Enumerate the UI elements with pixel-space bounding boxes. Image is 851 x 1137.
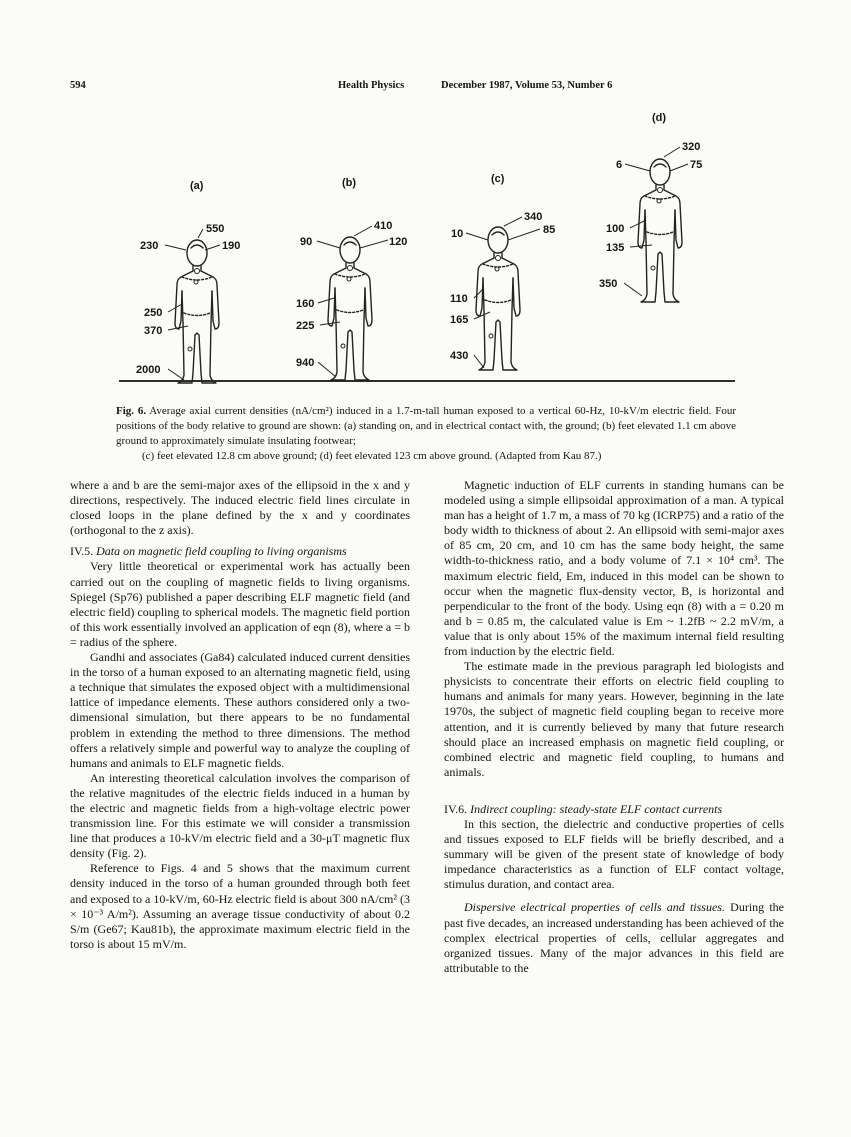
- panel-d-head-value: 320: [682, 141, 701, 153]
- section-number: IV.6.: [444, 801, 468, 816]
- panel-c-neck-right-value: 85: [543, 224, 556, 236]
- panel-d-ankle-value: 350: [599, 278, 618, 290]
- panel-b-neck-left-value: 90: [300, 236, 313, 248]
- panel-a-chest-value: 250: [144, 307, 163, 319]
- subsection-title: Dispersive electrical properties of cells and tissues.: [464, 900, 725, 915]
- panel-d: [599, 112, 702, 302]
- paragraph-text: During the past five decades, an increased understanding has been achieved of the complex electrical properties of cells, cellular aggregates and organized tissues. Many of the major advances in this field are attributable to the: [444, 900, 784, 975]
- paragraph: Reference to Figs. 4 and 5 shows that the maximum current density induced in the torso of a human grounded through both feet and exposed to a 10-kV/m, 60-Hz electric field is about 300 nA/cm² (3 × 10⁻³ A/m²). Assuming an average tissue conductivity of about 0.2 S/m (Ge67; Kau81b), the approximate maximum electric field in the torso is about 15 mV/m.: [70, 861, 410, 951]
- panel-c-chest-value: 110: [450, 293, 468, 305]
- paragraph: Gandhi and associates (Ga84) calculated induced current densities in the torso of a human exposed to an alternating magnetic field, using a technique that simulates the exposed object with a multidimensional lattice of impedance elements. These authors considered only a two-dimensional simulation, but there appears to be no fundamental problem in extending the method to three dimensions. The method offers a relatively simple and powerful way to analyze the coupling of humans and animals to ELF magnetic fields.: [70, 650, 410, 770]
- panel-d-label: (d): [652, 112, 667, 124]
- paragraph: Magnetic induction of ELF currents in standing humans can be modeled using a simple ellipsoidal approximation of a man. A typical man has a height of 1.7 m, a mass of 70 kg (ICRP75) and a ratio of the body width to thickness of about 2. An ellipsoid with semi-major axes of 85 cm, 20 cm, and 10 cm has the same body height, the same width-to-thickness ratio, and a body volume of 7.1 × 10⁴ cm³. The maximum electric field, Em, induced in this model can be shown to occur when the magnetic flux-density vector, B, is horizontal and perpendicular to the front of the body. Using eqn (8) with a = 0.20 m and b = 0.85 m, the calculated value is Em ~ 1.2fB ~ 2.2 mV/m, a value that is only about 15% of the maximum internal field resulting from induction by the electric field.: [444, 478, 784, 659]
- paragraph: In this section, the dielectric and conductive properties of cells and tissues exposed to ELF fields will be briefly described, and a summary will be given of the present state of knowledge of body impedance characteristics as a function of ELF contact voltage, stimulus duration, and contact area.: [444, 816, 784, 892]
- figure-caption-text: Average axial current densities (nA/cm²) induced in a 1.7-m-tall human exposed to a vertical 60-Hz, 10-kV/m electric field. Four positions of the body relative to ground are shown: (a) standing on, and in electrical contact with, the ground; (b) feet elevated 1.1 cm above ground to approximately simulate insulating footwear;: [116, 405, 736, 447]
- page-number: 594: [70, 80, 86, 91]
- panel-b-neck-right-value: 120: [389, 236, 408, 248]
- panel-c-thigh-value: 165: [450, 314, 469, 326]
- paragraph: An interesting theoretical calculation involves the comparison of the relative magnitudes of the electric fields induced in a human by the electric and magnetic fields from a high-voltage electric power transmission line. For this estimate we will consider a transmission line that produces a 10-kV/m electric field and a 30-μT magnetic flux density (Fig. 2).: [70, 770, 410, 861]
- section-heading-iv6: [444, 802, 784, 817]
- panel-c-label: (c): [491, 173, 505, 185]
- figure-caption: [116, 404, 736, 464]
- panel-d-chest-value: 100: [606, 223, 625, 235]
- panel-b: [296, 177, 407, 380]
- panel-a-neck-left-value: 230: [140, 240, 159, 252]
- section-heading-iv5: [70, 544, 410, 559]
- section-title: Data on magnetic field coupling to living organisms: [96, 544, 347, 559]
- panel-a-label: (a): [190, 180, 204, 192]
- panel-d-thigh-value: 135: [606, 242, 625, 254]
- panel-a-thigh-value: 370: [144, 325, 163, 337]
- issue-info: December 1987, Volume 53, Number 6: [441, 80, 613, 91]
- panel-a-ankle-value: 2000: [136, 364, 161, 376]
- panel-c-neck-left-value: 10: [451, 228, 464, 240]
- right-column: [444, 478, 784, 976]
- figure-caption-label: Fig. 6.: [116, 405, 147, 417]
- panel-b-label: (b): [342, 177, 357, 189]
- paragraph: where a and b are the semi-major axes of the ellipsoid in the x and y directions, respectively. The induced electric field lines circulate in closed loops in the plane defined by the x and y coordinates (orthogonal to the z axis).: [70, 478, 410, 538]
- panel-b-ankle-value: 940: [296, 357, 315, 369]
- panel-c-head-value: 340: [524, 211, 543, 223]
- panel-b-chest-value: 160: [296, 298, 315, 310]
- panel-a-head-value: 550: [206, 223, 225, 235]
- panel-c: [450, 173, 555, 370]
- paragraph-subsection: [444, 900, 784, 975]
- section-title: Indirect coupling: steady-state ELF contact currents: [470, 801, 723, 816]
- panel-b-thigh-value: 225: [296, 320, 315, 332]
- journal-name: Health Physics: [338, 80, 405, 91]
- panel-d-neck-left-value: 6: [616, 159, 623, 171]
- figure-6: [0, 0, 851, 400]
- left-column: [70, 478, 410, 952]
- figure-caption-text-last: (c) feet elevated 12.8 cm above ground; (d) feet elevated 123 cm above ground. (Adapted from Kau 87.): [142, 450, 602, 462]
- panel-a: [136, 180, 240, 383]
- paragraph: The estimate made in the previous paragraph led biologists and physicists to concentrate their efforts on electric field coupling to humans and animals for many years. However, beginning in the late 1970s, the subject of magnetic field coupling began to receive more attention, and it is currently believed by many that future research should place an increased emphasis on magnetic field coupling, or combined electric and magnetic field coupling, to humans and animals.: [444, 659, 784, 779]
- paragraph: Very little theoretical or experimental work has actually been carried out on the coupling of magnetic fields to living organisms. Spiegel (Sp76) published a paper describing ELF magnetic field (and electric field) coupling to spherical models. The magnetic field portion of this work essentially involved an application of eqn (8), where a = b = radius of the sphere.: [70, 559, 411, 649]
- panel-c-ankle-value: 430: [450, 350, 469, 362]
- section-number: IV.5.: [70, 544, 94, 559]
- panel-a-neck-right-value: 190: [222, 240, 241, 252]
- panel-b-head-value: 410: [374, 220, 393, 232]
- panel-d-neck-right-value: 75: [690, 159, 703, 171]
